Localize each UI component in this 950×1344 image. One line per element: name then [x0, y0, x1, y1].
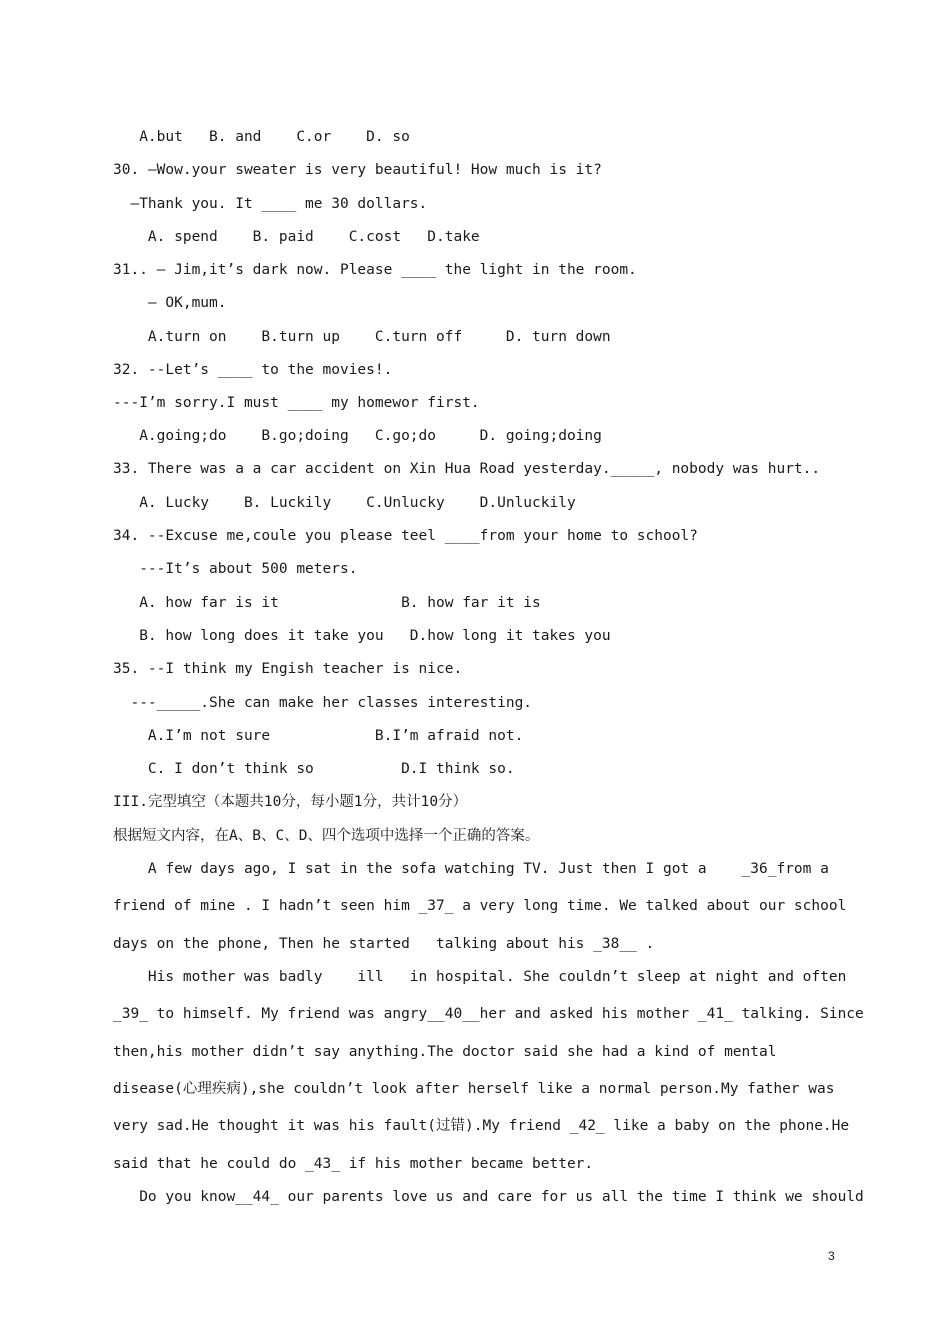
q33-stem: 33. There was a a car accident on Xin Hua Road yesterday._____, nobody was hurt..	[113, 461, 821, 477]
passage-line: A few days ago, I sat in the sofa watching TV. Just then I got a _36_from a	[113, 861, 829, 877]
q30-options: A. spend B. paid C.cost D.take	[113, 229, 480, 245]
q34-stem: 34. --Excuse me,coule you please teel ____from your home to school?	[113, 528, 698, 544]
passage-line: disease(心理疾病),she couldn’t look after herself like a normal person.My father was	[113, 1081, 835, 1097]
q32-stem: 32. --Let’s ____ to the movies!.	[113, 362, 393, 378]
passage-line: then,his mother didn’t say anything.The doctor said she had a kind of mental	[113, 1044, 777, 1060]
q35-options-row2: C. I don’t think so D.I think so.	[113, 761, 515, 777]
q34-options-row2: B. how long does it take you D.how long it takes you	[113, 628, 611, 644]
section-heading: III.完型填空（本题共10分，每小题1分，共计10分）	[113, 794, 468, 810]
page-number: 3	[828, 1249, 835, 1263]
q35-options-row1: A.I’m not sure B.I’m afraid not.	[113, 728, 524, 744]
q31-options: A.turn on B.turn up C.turn off D. turn down	[113, 329, 611, 345]
q31-stem: 31.. — Jim,it’s dark now. Please ____ the light in the room.	[113, 262, 637, 278]
passage-line: His mother was badly ill in hospital. She couldn’t sleep at night and often	[113, 969, 847, 985]
section-instruction: 根据短文内容，在A、B、C、D、四个选项中选择一个正确的答案。	[113, 828, 540, 844]
q33-options: A. Lucky B. Luckily C.Unlucky D.Unluckily	[113, 495, 576, 511]
passage-line: very sad.He thought it was his fault(过错).My friend _42_ like a baby on the phone.He	[113, 1118, 850, 1134]
q35-reply: ---_____.She can make her classes interesting.	[113, 695, 533, 711]
q30-reply: —Thank you. It ____ me 30 dollars.	[113, 196, 428, 212]
passage-line: days on the phone, Then he started talking about his _38__ .	[113, 936, 655, 952]
q32-reply: ---I’m sorry.I must ____ my homewor first.	[113, 395, 480, 411]
passage-line: Do you know__44_ our parents love us and care for us all the time I think we should	[113, 1189, 864, 1205]
q31-reply: — OK,mum.	[113, 295, 227, 311]
passage-line: said that he could do _43_ if his mother became better.	[113, 1156, 594, 1172]
passage-line: _39_ to himself. My friend was angry__40__her and asked his mother _41_ talking. Since	[113, 1006, 864, 1022]
q32-options: A.going;do B.go;doing C.go;do D. going;doing	[113, 428, 602, 444]
q30-stem: 30. —Wow.your sweater is very beautiful! How much is it?	[113, 162, 602, 178]
passage-line: friend of mine . I hadn’t seen him _37_ a very long time. We talked about our school	[113, 898, 847, 914]
q35-stem: 35. --I think my Engish teacher is nice.	[113, 661, 463, 677]
q34-reply: ---It’s about 500 meters.	[113, 561, 358, 577]
q29-options: A.but B. and C.or D. so	[113, 129, 410, 145]
q34-options-row1: A. how far is it B. how far it is	[113, 595, 541, 611]
